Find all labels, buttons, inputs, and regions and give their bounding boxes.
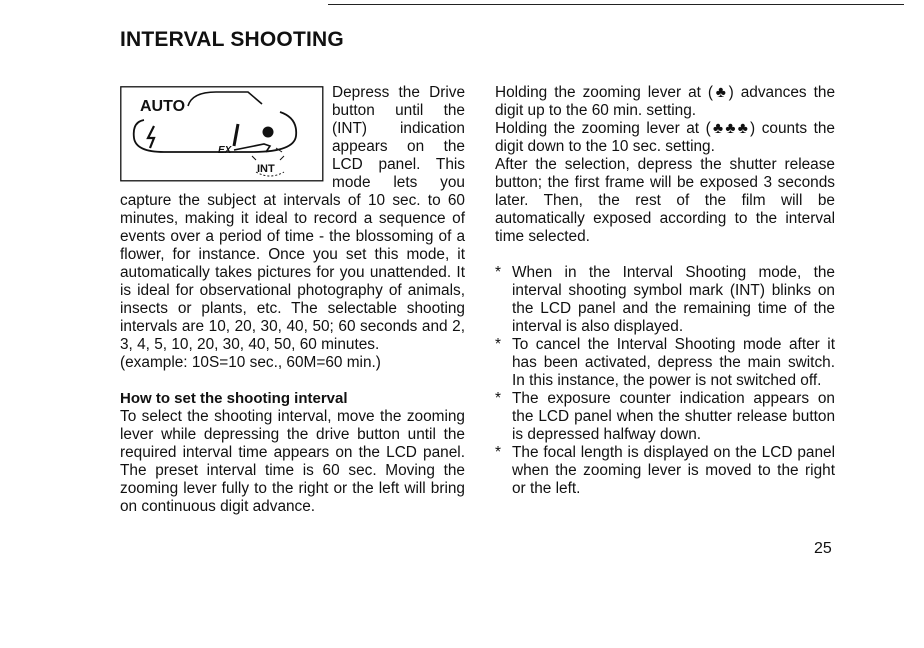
advance-paragraph: Holding the zooming lever at (♣) advances the digit up to the 60 min. setting. bbox=[495, 84, 835, 119]
lcd-panel-illustration bbox=[120, 86, 324, 182]
note-text: The focal length is displayed on the LCD panel when the zooming lever is moved to the right or the left. bbox=[512, 444, 835, 497]
left-column bbox=[120, 84, 465, 516]
note-text: When in the Interval Shooting mode, the interval shooting symbol mark (INT) blinks on the LCD panel and the remaining time of the interval is also displayed. bbox=[512, 264, 835, 335]
note-item bbox=[495, 336, 835, 390]
page-title: INTERVAL SHOOTING bbox=[120, 28, 344, 51]
note-item bbox=[495, 444, 835, 498]
example-line: (example: 10S=10 sec., 60M=60 min.) bbox=[120, 354, 381, 371]
note-item bbox=[495, 264, 835, 336]
howto-paragraph: To select the shooting interval, move the zooming lever while depressing the drive button until the required interval time appears on the LCD panel. The preset interval time is 60 sec. Moving the zooming lever fully to the right or the left will bring on continuous digit advance. bbox=[120, 408, 465, 515]
note-item bbox=[495, 390, 835, 444]
note-asterisk: * bbox=[495, 264, 501, 281]
release-paragraph: After the selection, depress the shutter release button; the first frame will be exposed 3 seconds later. Then, the rest of the film will be automatically exposed according to the interval time selected. bbox=[495, 156, 835, 245]
countdown-paragraph: Holding the zooming lever at (♣♣♣) counts the digit down to the 10 sec. setting. bbox=[495, 120, 835, 155]
note-asterisk: * bbox=[495, 336, 501, 353]
spacer bbox=[495, 246, 835, 264]
lcd-auto-label: AUTO bbox=[140, 98, 186, 115]
note-text: To cancel the Interval Shooting mode after it has been activated, depress the main switch. In this instance, the power is not switched off. bbox=[512, 336, 835, 389]
lcd-ex-label: EX bbox=[218, 145, 232, 156]
section-subheading: How to set the shooting interval bbox=[120, 390, 348, 407]
right-column bbox=[495, 84, 835, 498]
lcd-int-label: INT bbox=[257, 163, 275, 175]
note-text: The exposure counter indication appears on the LCD panel when the shutter release button is depressed halfway down. bbox=[512, 390, 835, 443]
note-asterisk: * bbox=[495, 390, 501, 407]
intro-paragraph: Depress the Drive button until the (INT) indication appears on the LCD panel. This mode lets you capture the subject at intervals of 10 sec. to 60 minutes, making it ideal to record a sequence of events over a period of time - the blossoming of a flower, for instance. Once you set this mode, it automatically takes pictures for you unattended. It is ideal for observational photography of animals, insects or plants, etc. The selectable shooting intervals are 10, 20, 30, 40, 50; 60 seconds and 2, 3, 4, 5, 10, 20, 30, 40, 50, 60 minutes. bbox=[120, 84, 465, 353]
top-rule bbox=[328, 4, 904, 5]
page-number: 25 bbox=[814, 540, 832, 557]
note-asterisk: * bbox=[495, 444, 501, 461]
